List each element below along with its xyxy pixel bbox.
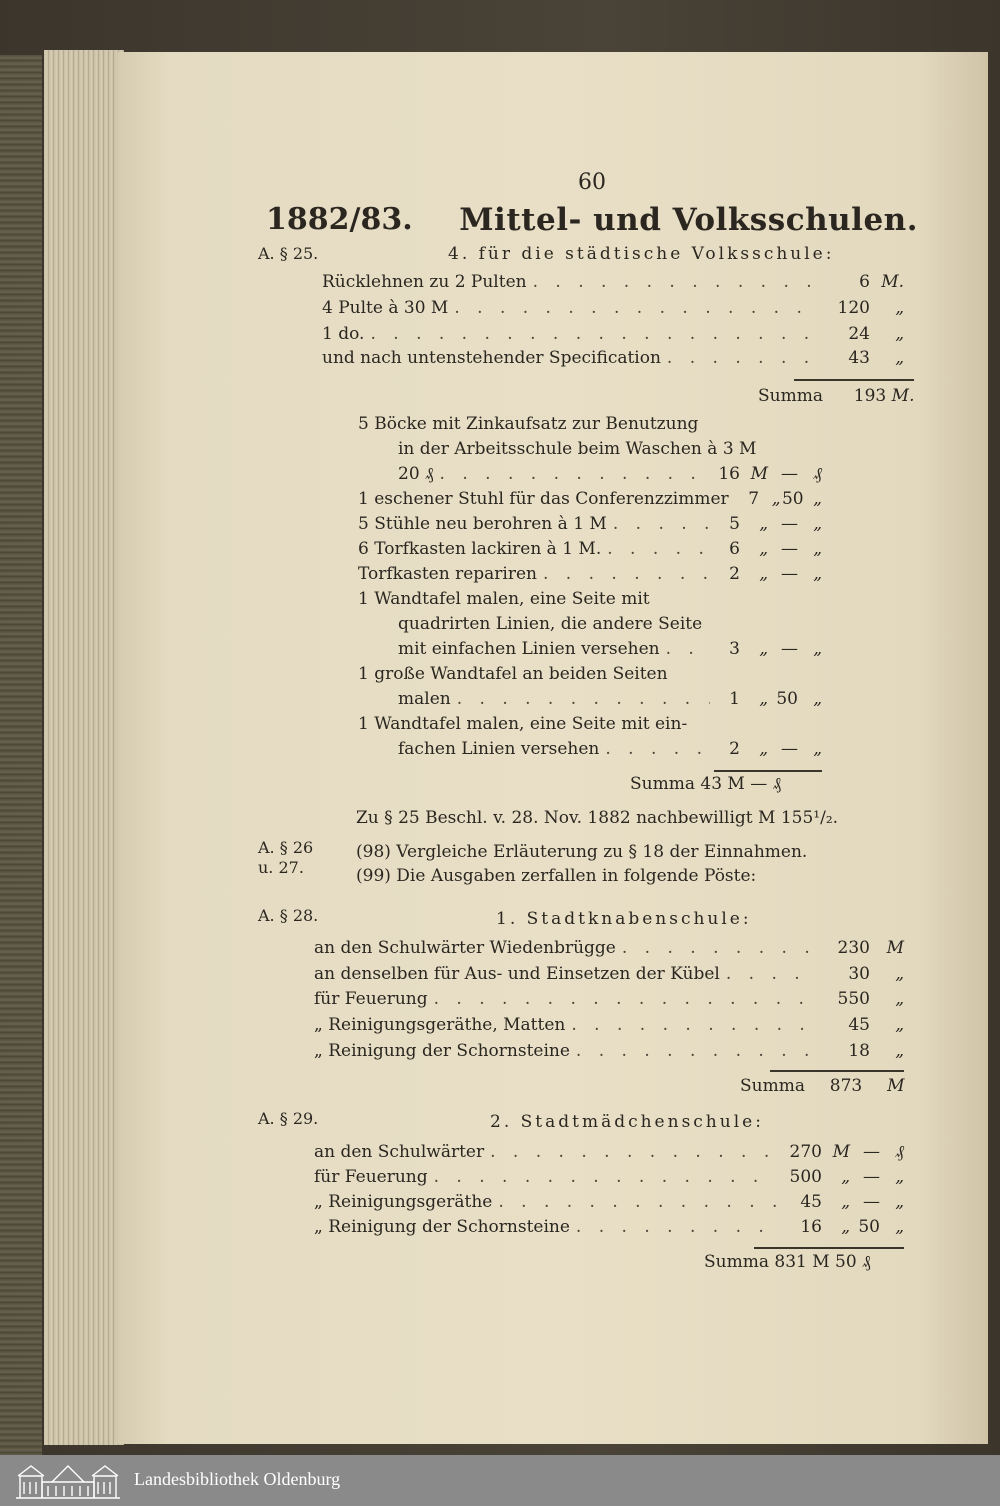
expense-amount: 270 <box>789 1142 822 1162</box>
spec-text: 6 Torfkasten lackiren à 1 M. <box>358 539 602 559</box>
spec-pf-unit: „ <box>813 564 822 584</box>
expense-pf-unit: ₰ <box>895 1142 904 1162</box>
expense-label: „ Reinigungsgeräthe, Matten <box>314 1015 566 1035</box>
expense-label: 1 do. <box>322 324 365 344</box>
ref-a27: u. 27. <box>258 858 304 877</box>
spec-text: in der Arbeitsschule beim Waschen à 3 M <box>398 439 757 459</box>
spec-text: 5 Böcke mit Zinkaufsatz zur Benutzung <box>358 414 699 434</box>
spec-mark-unit: M <box>750 464 768 484</box>
expense-row <box>314 1142 904 1162</box>
spec-mark-unit: „ <box>759 514 768 534</box>
section-title-25: 4. für die städtische Volksschule: <box>448 244 835 264</box>
expense-amount: 45 <box>800 1192 822 1212</box>
expense-unit: „ <box>841 1192 850 1212</box>
spec-pf: — <box>781 639 798 659</box>
expense-unit: „ <box>895 324 904 344</box>
spec-pf-unit: „ <box>813 489 822 509</box>
leader-dots <box>434 989 814 1009</box>
spec-pf-unit: „ <box>813 689 822 709</box>
spec-mark: 7 <box>748 489 760 509</box>
spec-pf: 50 <box>776 689 798 709</box>
spec-mark: 3 <box>729 639 740 659</box>
expense-pf-unit: „ <box>895 1217 904 1237</box>
expense-label: Rücklehnen zu 2 Pulten <box>322 272 527 292</box>
expense-label: „ Reinigungsgeräthe <box>314 1192 493 1212</box>
expense-label: und nach untenstehender Specification <box>322 348 661 368</box>
expense-amount: 30 <box>848 964 870 984</box>
spec-text: malen <box>398 689 451 709</box>
spec-mark: 5 <box>729 514 740 534</box>
ref-a28: A. § 28. <box>258 906 319 925</box>
spec-mark: 2 <box>729 564 740 584</box>
spec-text: 1 Wandtafel malen, eine Seite mit ein- <box>358 714 688 734</box>
note-98: (98) Vergleiche Erläuterung zu § 18 der Einnahmen. <box>356 842 808 862</box>
spec-row <box>358 539 822 559</box>
leader-dots <box>370 324 814 344</box>
expense-amount: 24 <box>848 324 870 344</box>
note-nachbewilligt: Zu § 25 Beschl. v. 28. Nov. 1882 nachbewilligt M 155¹/₂. <box>356 808 839 828</box>
sum-rule-spec <box>714 770 822 772</box>
expense-amount: 18 <box>848 1041 870 1061</box>
spec-text: 20 ₰ <box>398 464 434 484</box>
year-heading: 1882/83. <box>266 202 413 237</box>
ref-a29: A. § 29. <box>258 1109 319 1128</box>
leader-dots <box>454 298 814 318</box>
leader-dots <box>607 539 710 559</box>
spec-pf: — <box>781 539 798 559</box>
expense-amount: 550 <box>837 989 870 1009</box>
leader-dots <box>726 964 814 984</box>
spec-text: 1 große Wandtafel an beiden Seiten <box>358 664 668 684</box>
spec-text: Torfkasten repariren <box>358 564 537 584</box>
expense-amount: 120 <box>837 298 870 318</box>
leader-dots <box>434 1167 776 1187</box>
expense-label: an denselben für Aus- und Einsetzen der Kübel <box>314 964 720 984</box>
expense-row <box>322 298 904 318</box>
leader-dots <box>457 689 710 709</box>
expense-unit: M. <box>881 272 904 292</box>
leader-dots <box>498 1192 776 1212</box>
page-heading: Mittel- und Volksschulen. <box>459 202 918 238</box>
expense-row <box>322 348 904 368</box>
spec-row <box>358 514 822 534</box>
leader-dots <box>576 1217 776 1237</box>
leader-dots <box>667 348 814 368</box>
expense-unit: „ <box>841 1167 850 1187</box>
spec-pf-unit: „ <box>813 639 822 659</box>
expense-amount: 6 <box>859 272 870 292</box>
leader-dots <box>490 1142 776 1162</box>
leader-dots <box>543 564 710 584</box>
expense-row <box>314 964 904 984</box>
expense-amount: 43 <box>848 348 870 368</box>
expense-unit: „ <box>895 989 904 1009</box>
leader-dots <box>622 938 814 958</box>
section-title-29: 2. Stadtmädchenschule: <box>490 1112 764 1132</box>
spec-mark-unit: „ <box>771 489 781 509</box>
expense-unit: „ <box>895 348 904 368</box>
leader-dots <box>666 639 710 659</box>
section-title-28: 1. Stadtknabenschule: <box>496 909 752 929</box>
spec-mark: 2 <box>729 739 740 759</box>
spec-pf: — <box>781 564 798 584</box>
spec-text: 1 Wandtafel malen, eine Seite mit <box>358 589 650 609</box>
spec-pf: — <box>781 739 798 759</box>
expense-row <box>322 272 904 292</box>
footer-bar <box>0 1455 1000 1506</box>
expense-unit: M <box>886 938 904 958</box>
summa-label: Summa <box>740 1076 805 1096</box>
leader-dots <box>571 1015 814 1035</box>
spec-mark-unit: „ <box>759 539 768 559</box>
summa-unit: M. <box>891 386 915 406</box>
spec-row <box>358 564 822 584</box>
library-name: Landesbibliothek Oldenburg <box>134 1469 341 1489</box>
spec-mark: 1 <box>729 689 740 709</box>
note-99: (99) Die Ausgaben zerfallen in folgende Pöste: <box>356 866 757 886</box>
expense-pf: — <box>863 1142 880 1162</box>
expense-unit: „ <box>841 1217 850 1237</box>
expense-label: für Feuerung <box>314 989 428 1009</box>
leader-dots <box>440 464 710 484</box>
spec-text: fachen Linien versehen <box>398 739 600 759</box>
expense-row <box>314 1192 904 1212</box>
expense-amount: 500 <box>789 1167 822 1187</box>
spec-pf: 50 <box>781 489 804 509</box>
expense-pf: — <box>863 1192 880 1212</box>
spec-mark-unit: „ <box>759 564 768 584</box>
sum-rule-28 <box>770 1070 904 1072</box>
expense-label: „ Reinigung der Schornsteine <box>314 1217 570 1237</box>
expense-amount: 45 <box>848 1015 870 1035</box>
page-number: 60 <box>578 170 606 195</box>
expense-unit: „ <box>895 1041 904 1061</box>
page-edges <box>44 50 124 1445</box>
spec-text: 5 Stühle neu berohren à 1 M <box>358 514 607 534</box>
expense-unit: „ <box>895 964 904 984</box>
spec-summa: Summa 43 M — ₰ <box>630 774 782 794</box>
leader-dots <box>576 1041 814 1061</box>
spec-row <box>358 489 822 509</box>
sum-rule-25 <box>794 379 914 381</box>
spec-pf-unit: „ <box>813 739 822 759</box>
spec-mark: 16 <box>718 464 740 484</box>
leader-dots <box>533 272 814 292</box>
expense-row <box>314 1217 904 1237</box>
expense-amount: 230 <box>837 938 870 958</box>
expense-pf-unit: „ <box>895 1192 904 1212</box>
expense-label: für Feuerung <box>314 1167 428 1187</box>
expense-pf: 50 <box>858 1217 880 1237</box>
expense-unit: M <box>832 1142 850 1162</box>
expense-row <box>322 324 904 344</box>
expense-unit: „ <box>895 1015 904 1035</box>
sum-rule-29 <box>754 1247 904 1249</box>
summa-25 <box>758 386 914 406</box>
ref-a25: A. § 25. <box>258 244 319 263</box>
summa-amount: 193 <box>853 386 887 406</box>
ref-a26: A. § 26 <box>258 838 314 857</box>
summa-label: Summa <box>758 386 823 406</box>
spec-pf: — <box>781 464 798 484</box>
expense-label: „ Reinigung der Schornsteine <box>314 1041 570 1061</box>
expense-row <box>314 1041 904 1061</box>
expense-pf-unit: „ <box>895 1167 904 1187</box>
spec-row <box>398 689 822 709</box>
spec-pf-unit: „ <box>813 539 822 559</box>
summa-29: Summa 831 M 50 ₰ <box>704 1252 871 1272</box>
leader-dots <box>605 739 710 759</box>
summa-amount: 873 <box>829 1076 863 1096</box>
book-page <box>118 52 988 1444</box>
spec-row <box>398 464 822 484</box>
spec-row <box>398 739 822 759</box>
summa-28 <box>740 1076 904 1096</box>
spec-mark: 6 <box>729 539 740 559</box>
spec-mark-unit: „ <box>759 739 768 759</box>
library-building-icon <box>12 1460 124 1500</box>
expense-row <box>314 1167 904 1187</box>
spec-text: quadrirten Linien, die andere Seite <box>398 614 703 634</box>
expense-amount: 16 <box>800 1217 822 1237</box>
spec-text: 1 eschener Stuhl für das Conferenzzimmer <box>358 489 729 509</box>
spec-text: mit einfachen Linien versehen <box>398 639 660 659</box>
spec-pf: — <box>781 514 798 534</box>
spec-row <box>398 639 822 659</box>
expense-label: an den Schulwärter <box>314 1142 485 1162</box>
spec-mark-unit: „ <box>759 639 768 659</box>
expense-unit: „ <box>895 298 904 318</box>
book-binding <box>0 55 42 1455</box>
expense-row <box>314 989 904 1009</box>
spec-pf-unit: „ <box>813 514 822 534</box>
expense-row <box>314 1015 904 1035</box>
expense-row <box>314 938 904 958</box>
spec-mark-unit: „ <box>759 689 768 709</box>
expense-label: 4 Pulte à 30 M <box>322 298 449 318</box>
spec-pf-unit: ₰ <box>813 464 822 484</box>
expense-pf: — <box>863 1167 880 1187</box>
leader-dots <box>613 514 710 534</box>
summa-unit: M <box>887 1076 905 1096</box>
expense-label: an den Schulwärter Wiedenbrügge <box>314 938 616 958</box>
